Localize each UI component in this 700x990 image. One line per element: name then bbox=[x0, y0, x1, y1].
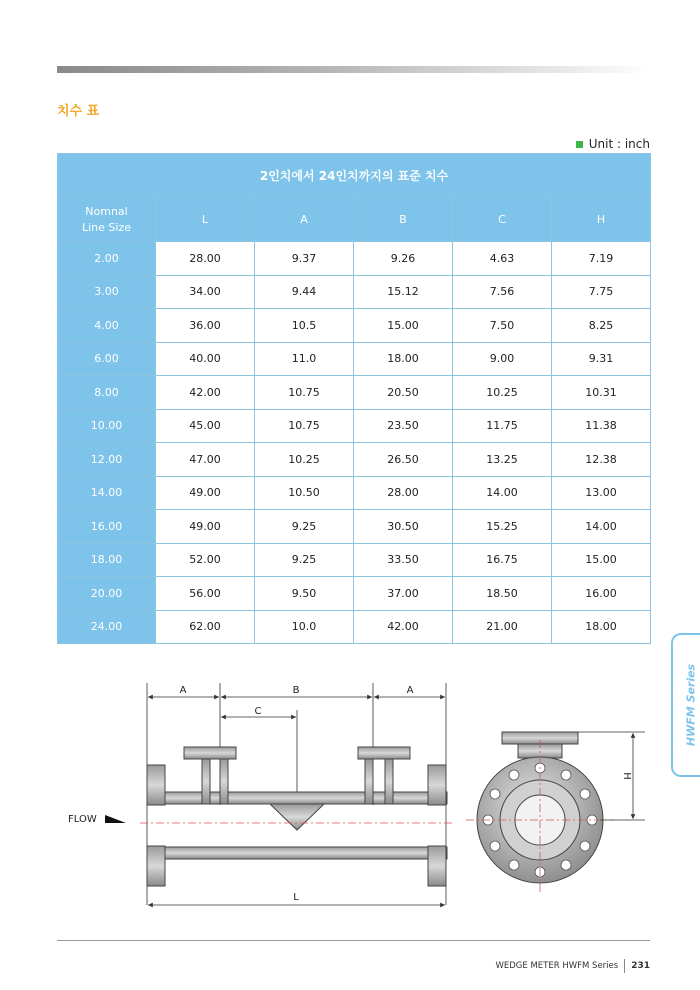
table-cell: 15.00 bbox=[552, 543, 651, 577]
line-size-cell: 10.00 bbox=[58, 409, 156, 443]
footer-text: WEDGE METER HWFM Series bbox=[495, 961, 619, 971]
table-cell: 9.26 bbox=[354, 242, 453, 276]
flow-arrow-icon bbox=[105, 815, 126, 823]
table-cell: 15.00 bbox=[354, 309, 453, 343]
dim-h: H bbox=[621, 772, 632, 780]
bolt-hole bbox=[561, 860, 571, 870]
table-cell: 26.50 bbox=[354, 443, 453, 477]
dim-b: B bbox=[292, 685, 300, 696]
table-cell: 42.00 bbox=[354, 610, 453, 644]
column-header: A bbox=[255, 198, 354, 242]
column-header: C bbox=[453, 198, 552, 242]
table-cell: 10.5 bbox=[255, 309, 354, 343]
column-header: H bbox=[552, 198, 651, 242]
line-size-cell: 2.00 bbox=[58, 242, 156, 276]
table-cell: 10.31 bbox=[552, 376, 651, 410]
bolt-hole bbox=[509, 770, 519, 780]
table-cell: 7.19 bbox=[552, 242, 651, 276]
table-row bbox=[58, 409, 651, 443]
footer-separator bbox=[624, 959, 625, 973]
table-cell: 33.50 bbox=[354, 543, 453, 577]
table-row bbox=[58, 342, 651, 376]
table-cell: 9.00 bbox=[453, 342, 552, 376]
table-cell: 40.00 bbox=[156, 342, 255, 376]
dimension-table bbox=[57, 153, 651, 644]
table-cell: 20.50 bbox=[354, 376, 453, 410]
table-row bbox=[58, 577, 651, 611]
footer-divider bbox=[57, 940, 650, 941]
table-cell: 37.00 bbox=[354, 577, 453, 611]
column-header: L bbox=[156, 198, 255, 242]
bolt-hole bbox=[490, 841, 500, 851]
line-size-cell: 16.00 bbox=[58, 510, 156, 544]
table-cell: 28.00 bbox=[354, 476, 453, 510]
table-row bbox=[58, 275, 651, 309]
table-cell: 52.00 bbox=[156, 543, 255, 577]
table-cell: 9.31 bbox=[552, 342, 651, 376]
flow-label: FLOW bbox=[68, 814, 97, 825]
table-cell: 47.00 bbox=[156, 443, 255, 477]
table-row bbox=[58, 543, 651, 577]
table-cell: 7.50 bbox=[453, 309, 552, 343]
table-cell: 49.00 bbox=[156, 476, 255, 510]
table-cell: 7.56 bbox=[453, 275, 552, 309]
table-row bbox=[58, 610, 651, 644]
line-size-cell: 3.00 bbox=[58, 275, 156, 309]
table-cell: 12.38 bbox=[552, 443, 651, 477]
line-size-cell: 14.00 bbox=[58, 476, 156, 510]
table-cell: 10.25 bbox=[255, 443, 354, 477]
dimension-drawing bbox=[0, 670, 700, 920]
dim-a-right: A bbox=[406, 685, 414, 696]
table-cell: 10.25 bbox=[453, 376, 552, 410]
table-cell: 18.00 bbox=[552, 610, 651, 644]
table-cell: 14.00 bbox=[552, 510, 651, 544]
table-cell: 9.25 bbox=[255, 543, 354, 577]
table-cell: 10.50 bbox=[255, 476, 354, 510]
table-cell: 16.00 bbox=[552, 577, 651, 611]
line-size-cell: 4.00 bbox=[58, 309, 156, 343]
bolt-hole bbox=[580, 841, 590, 851]
table-row bbox=[58, 443, 651, 477]
dim-c: C bbox=[254, 706, 262, 717]
line-size-cell: 24.00 bbox=[58, 610, 156, 644]
table-cell: 11.38 bbox=[552, 409, 651, 443]
footer bbox=[495, 959, 650, 973]
table-row bbox=[58, 376, 651, 410]
table-cell: 13.25 bbox=[453, 443, 552, 477]
table-row bbox=[58, 476, 651, 510]
table-row bbox=[58, 309, 651, 343]
table-cell: 14.00 bbox=[453, 476, 552, 510]
table-cell: 18.00 bbox=[354, 342, 453, 376]
table-cell: 10.0 bbox=[255, 610, 354, 644]
table-cell: 49.00 bbox=[156, 510, 255, 544]
table-cell: 11.75 bbox=[453, 409, 552, 443]
table-cell: 23.50 bbox=[354, 409, 453, 443]
table-cell: 13.00 bbox=[552, 476, 651, 510]
bolt-hole bbox=[580, 789, 590, 799]
table-cell: 21.00 bbox=[453, 610, 552, 644]
table-cell: 30.50 bbox=[354, 510, 453, 544]
side-tab-label: HWFM Series bbox=[684, 663, 698, 747]
bolt-hole bbox=[509, 860, 519, 870]
table-cell: 9.25 bbox=[255, 510, 354, 544]
table-cell: 18.50 bbox=[453, 577, 552, 611]
table-cell: 62.00 bbox=[156, 610, 255, 644]
top-divider-bar bbox=[57, 66, 650, 73]
line-size-cell: 20.00 bbox=[58, 577, 156, 611]
table-cell: 15.12 bbox=[354, 275, 453, 309]
column-header: Nomnal Line Size bbox=[58, 198, 156, 242]
section-title: 치수 표 bbox=[57, 104, 100, 119]
line-size-cell: 12.00 bbox=[58, 443, 156, 477]
table-row bbox=[58, 510, 651, 544]
table-row bbox=[58, 242, 651, 276]
table-cell: 34.00 bbox=[156, 275, 255, 309]
table-cell: 36.00 bbox=[156, 309, 255, 343]
line-size-cell: 8.00 bbox=[58, 376, 156, 410]
dim-a-left: A bbox=[179, 685, 187, 696]
table-cell: 16.75 bbox=[453, 543, 552, 577]
table-cell: 8.25 bbox=[552, 309, 651, 343]
table-cell: 42.00 bbox=[156, 376, 255, 410]
dim-l: L bbox=[293, 892, 299, 903]
table-cell: 28.00 bbox=[156, 242, 255, 276]
line-size-cell: 18.00 bbox=[58, 543, 156, 577]
table-caption: 2인치에서 24인치까지의 표준 치수 bbox=[58, 154, 651, 198]
table-cell: 9.37 bbox=[255, 242, 354, 276]
table-cell: 4.63 bbox=[453, 242, 552, 276]
bolt-hole bbox=[490, 789, 500, 799]
table-cell: 10.75 bbox=[255, 376, 354, 410]
table-cell: 15.25 bbox=[453, 510, 552, 544]
table-cell: 10.75 bbox=[255, 409, 354, 443]
table-cell: 9.50 bbox=[255, 577, 354, 611]
table-cell: 56.00 bbox=[156, 577, 255, 611]
bolt-hole bbox=[561, 770, 571, 780]
line-size-cell: 6.00 bbox=[58, 342, 156, 376]
table-cell: 9.44 bbox=[255, 275, 354, 309]
table-cell: 7.75 bbox=[552, 275, 651, 309]
table-cell: 45.00 bbox=[156, 409, 255, 443]
column-header: B bbox=[354, 198, 453, 242]
page-number: 231 bbox=[631, 961, 650, 971]
green-square-icon bbox=[576, 141, 583, 148]
unit-text: Unit : inch bbox=[588, 137, 650, 151]
unit-label bbox=[576, 137, 650, 151]
table-cell: 11.0 bbox=[255, 342, 354, 376]
